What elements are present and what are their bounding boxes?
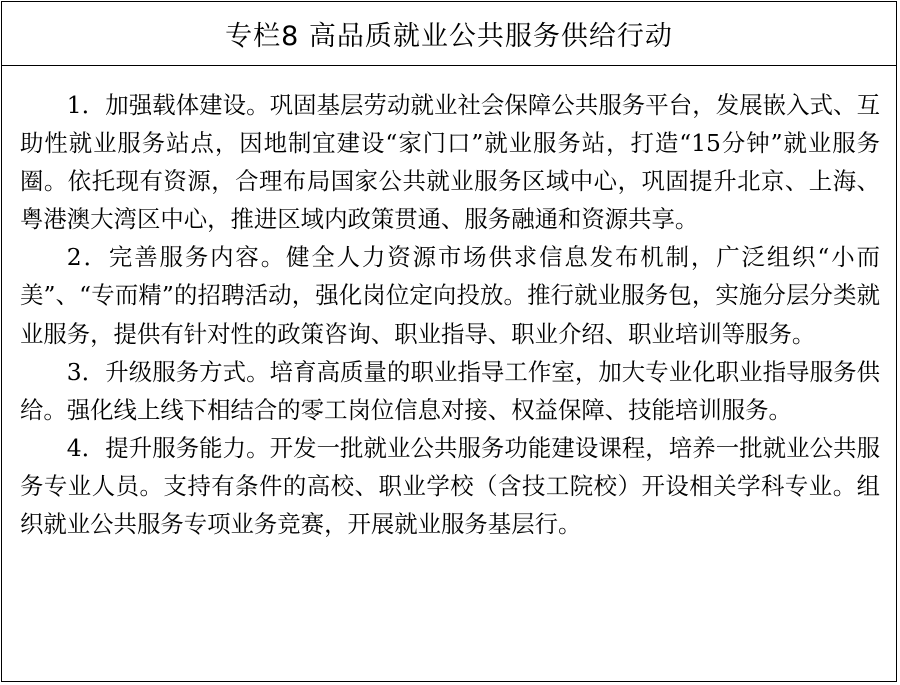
box-title: 专栏8 高品质就业公共服务供给行动 [2, 2, 896, 66]
item-lead-1: 加强载体建设。 [105, 91, 270, 119]
item-lead-2: 完善服务内容。 [108, 243, 287, 272]
item-number-3: 3． [66, 357, 106, 386]
box-content [2, 66, 896, 543]
item-number-4: 4． [66, 433, 106, 462]
paragraph-4 [20, 429, 880, 543]
paragraph-3 [20, 353, 880, 429]
item-lead-4: 提升服务能力。 [105, 433, 270, 462]
item-text-4: 开发一批就业公共服务功能建设课程，培养一批就业公共服务专业人员。支持有条件的高校、职业学校（含技工院校）开设相关学科专业。组织就业公共服务专项业务竞赛，开展就业服务基层行。 [20, 433, 880, 539]
paragraph-1 [20, 86, 880, 238]
item-text-1: 巩固基层劳动就业社会保障公共服务平台，发展嵌入式、互助性就业服务站点，因地制宜建设“家门口”就业服务站，打造“15分钟”就业服务圈。依托现有资源，合理布局国家公共就业服务区域中心，巩固提升北京、上海、粤港澳大湾区中心，推进区域内政策贯通、服务融通和资源共享。 [20, 91, 880, 234]
item-number-2: 2． [66, 243, 109, 272]
item-text-2: 健全人力资源市场供求信息发布机制，广泛组织“小而美”、“专而精”的招聘活动，强化岗位定向投放。推行就业服务包，实施分层分类就业服务，提供有针对性的政策咨询、职业指导、职业介绍、职业培训等服务。 [20, 243, 880, 348]
item-text-3: 培育高质量的职业指导工作室，加大专业化职业指导服务供给。强化线上线下相结合的零工岗位信息对接、权益保障、技能培训服务。 [20, 357, 880, 424]
item-number-1: 1． [66, 91, 106, 119]
column-box [1, 1, 897, 682]
paragraph-2 [20, 238, 880, 352]
item-lead-3: 升级服务方式。 [105, 357, 270, 386]
